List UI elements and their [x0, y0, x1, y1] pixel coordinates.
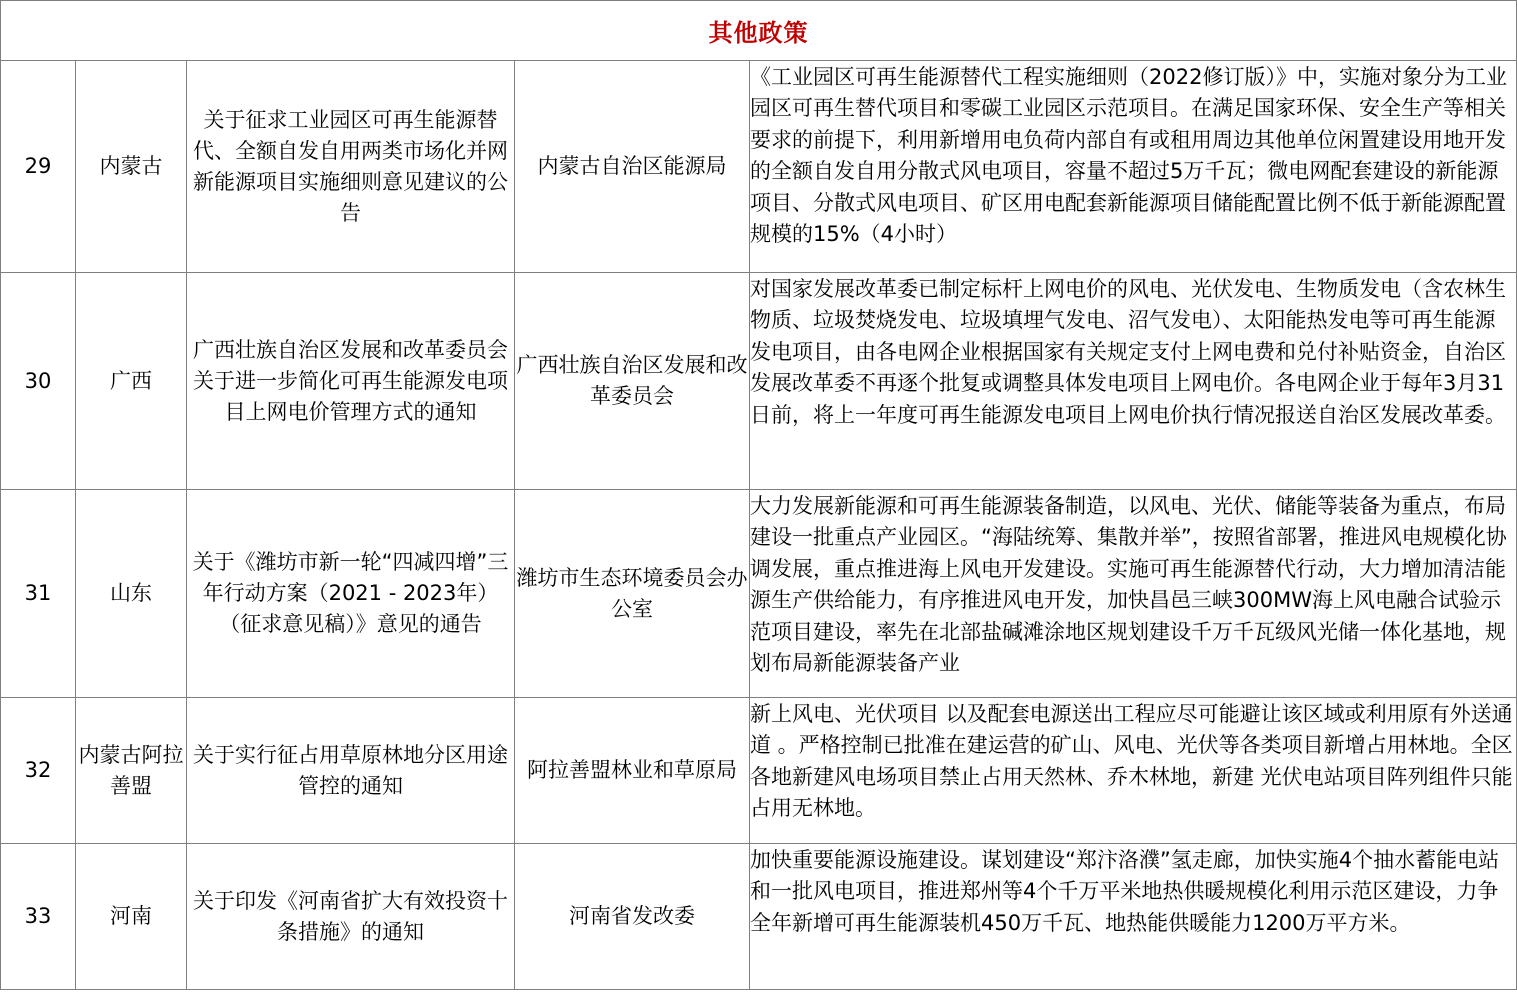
- table-title-row: [1, 1, 1517, 61]
- table-title: [1, 1, 1517, 61]
- row-issuer: 阿拉善盟林业和草原局: [515, 698, 750, 844]
- table-row: [1, 273, 1517, 490]
- row-region: 内蒙古: [76, 61, 187, 273]
- row-number: 29: [1, 61, 76, 273]
- row-issuer: 广西壮族自治区发展和改革委员会: [515, 273, 750, 490]
- row-content-cell: [750, 698, 1517, 844]
- table-row: [1, 698, 1517, 844]
- row-number: 32: [1, 698, 76, 844]
- row-policy-title: 关于《潍坊市新一轮“四减四增”三年行动方案（2021 - 2023年）（征求意见稿）》意见的通告: [187, 490, 515, 698]
- row-number: 31: [1, 490, 76, 698]
- row-issuer: 内蒙古自治区能源局: [515, 61, 750, 273]
- row-region: 山东: [76, 490, 187, 698]
- row-policy-title: 广西壮族自治区发展和改革委员会关于进一步简化可再生能源发电项目上网电价管理方式的通知: [187, 273, 515, 490]
- row-number: 33: [1, 844, 76, 990]
- row-content: 大力发展新能源和可再生能源装备制造，以风电、光伏、储能等装备为重点，布局建设一批重点产业园区。“海陆统筹、集散并举”，按照省部署，推进风电规模化协调发展，重点推进海上风电开发建设。实施可再生能源替代行动，大力增加清洁能源生产供给能力，有序推进风电开发，加快昌邑三峡300MW海上风电融合试验示范项目建设，率先在北部盐碱滩涂地区规划建设千万千瓦级风光储一体化基地，规划布局新能源装备产业: [750, 493, 1507, 675]
- row-content: 新上风电、光伏项目 以及配套电源送出工程应尽可能避让该区域或利用原有外送通道 。严格控制已批准在建运营的矿山、风电、光伏等各类项目新增占用林地。全区各地新建风电场项目禁止占用天然林、乔木林地，新建 光伏电站项目阵列组件只能占用无林地。: [750, 701, 1513, 820]
- row-content-cell: [750, 61, 1517, 273]
- table-title-text: 其他政策: [708, 19, 809, 47]
- row-policy-title: 关于印发《河南省扩大有效投资十条措施》的通知: [187, 844, 515, 990]
- row-number: 30: [1, 273, 76, 490]
- row-region: 河南: [76, 844, 187, 990]
- row-content-cell: [750, 273, 1517, 490]
- row-content-cell: [750, 490, 1517, 698]
- row-policy-title: 关于实行征占用草原林地分区用途管控的通知: [187, 698, 515, 844]
- table-row: [1, 61, 1517, 273]
- row-policy-title: 关于征求工业园区可再生能源替代、全额自发自用两类市场化并网新能源项目实施细则意见建议的公告: [187, 61, 515, 273]
- row-content: 《工业园区可再生能源替代工程实施细则（2022修订版）》中，实施对象分为工业园区可再生替代项目和零碳工业园区示范项目。在满足国家环保、安全生产等相关要求的前提下，利用新增用电负荷内部自有或租用周边其他单位闲置建设用地开发的全额自发自用分散式风电项目，容量不超过5万千瓦；微电网配套建设的新能源项目、分散式风电项目、矿区用电配套新能源项目储能配置比例不低于新能源配置规模的15%（4小时）: [750, 64, 1507, 246]
- row-region: 广西: [76, 273, 187, 490]
- table-row: [1, 844, 1517, 990]
- row-issuer: 河南省发改委: [515, 844, 750, 990]
- row-content-cell: [750, 844, 1517, 990]
- row-region: 内蒙古阿拉善盟: [76, 698, 187, 844]
- row-content: 加快重要能源设施建设。谋划建设“郑汴洛濮”氢走廊，加快实施4个抽水蓄能电站和一批风电项目，推进郑州等4个千万平米地热供暖规模化利用示范区建设，力争全年新增可再生能源装机450万千瓦、地热能供暖能力1200万平方米。: [750, 847, 1500, 935]
- row-content: 对国家发展改革委已制定标杆上网电价的风电、光伏发电、生物质发电（含农林生物质、垃圾焚烧发电、垃圾填埋气发电、沼气发电）、太阳能热发电等可再生能源发电项目，由各电网企业根据国家有关规定支付上网电费和兑付补贴资金，自治区发展改革委不再逐个批复或调整具体发电项目上网电价。各电网企业于每年3月31日前，将上一年度可再生能源发电项目上网电价执行情况报送自治区发展改革委。: [750, 276, 1506, 427]
- table-row: [1, 490, 1517, 698]
- row-issuer: 潍坊市生态环境委员会办公室: [515, 490, 750, 698]
